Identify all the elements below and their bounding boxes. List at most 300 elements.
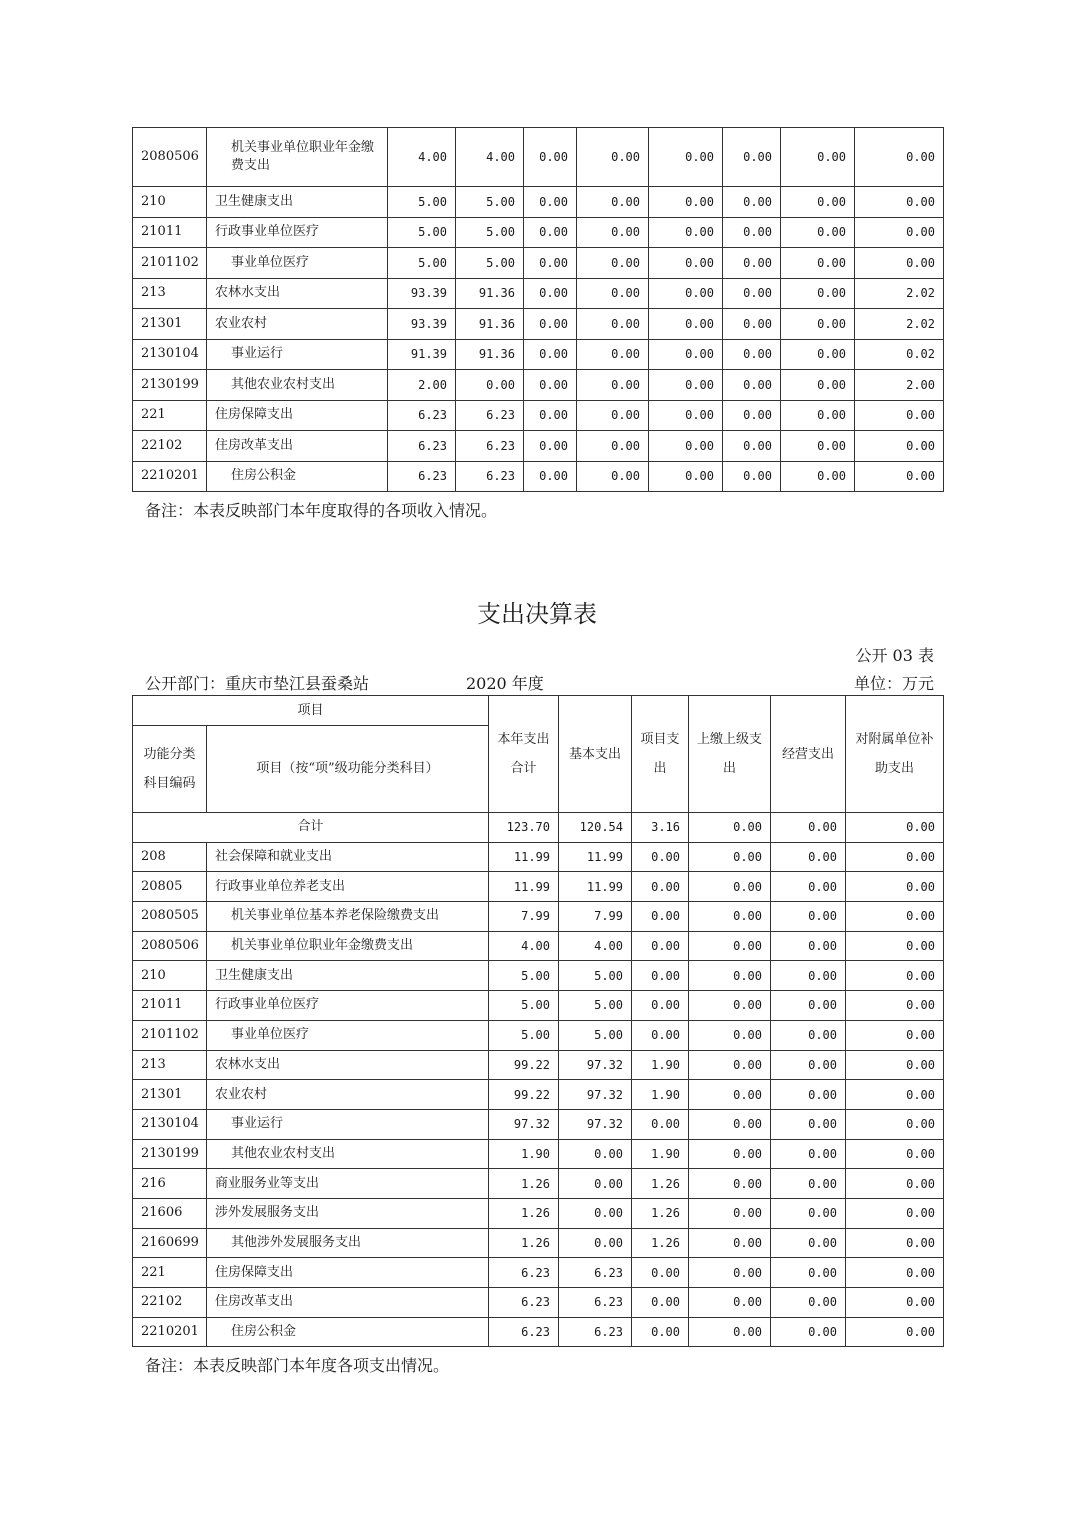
row-value: 93.39 [388, 278, 456, 309]
row-code: 221 [133, 1258, 207, 1288]
row-value: 1.90 [632, 1050, 689, 1080]
row-name: 住房保障支出 [207, 1258, 489, 1288]
income-table-continued [132, 127, 944, 492]
row-value: 0.00 [846, 1109, 944, 1139]
row-value: 0.00 [723, 278, 781, 309]
row-value: 0.00 [632, 902, 689, 932]
row-value: 0.00 [723, 431, 781, 462]
row-name: 住房保障支出 [207, 400, 388, 431]
total-value: 3.16 [632, 813, 689, 843]
row-value: 0.00 [524, 431, 577, 462]
row-value: 0.00 [771, 1050, 846, 1080]
table-row [133, 309, 944, 340]
row-value: 0.00 [577, 128, 649, 187]
row-value: 0.00 [577, 431, 649, 462]
row-value: 0.00 [524, 278, 577, 309]
row-code: 22102 [133, 1288, 207, 1318]
row-value: 0.00 [577, 461, 649, 492]
table-row [133, 248, 944, 279]
row-value: 0.00 [689, 1139, 771, 1169]
row-value: 0.00 [781, 128, 855, 187]
row-value: 1.26 [632, 1228, 689, 1258]
table-row [133, 1020, 944, 1050]
row-value: 0.00 [689, 991, 771, 1021]
row-value: 2.02 [855, 278, 944, 309]
row-value: 0.00 [855, 248, 944, 279]
row-value: 0.00 [689, 1109, 771, 1139]
row-value: 0.00 [846, 1050, 944, 1080]
row-value: 0.00 [524, 217, 577, 248]
table-row [133, 400, 944, 431]
row-code: 2101102 [133, 248, 207, 279]
row-value: 0.00 [632, 842, 689, 872]
row-value: 0.00 [846, 1198, 944, 1228]
row-name: 机关事业单位职业年金缴费支出 [207, 128, 388, 187]
table-row [133, 961, 944, 991]
row-value: 0.00 [649, 217, 723, 248]
row-value: 1.26 [632, 1169, 689, 1199]
row-value: 0.00 [771, 1139, 846, 1169]
row-name: 卫生健康支出 [207, 187, 388, 218]
row-code: 21011 [133, 217, 207, 248]
row-value: 4.00 [559, 931, 632, 961]
row-value: 0.00 [846, 961, 944, 991]
row-code: 2210201 [133, 1317, 207, 1347]
row-value: 0.00 [846, 1020, 944, 1050]
row-value: 0.00 [524, 128, 577, 187]
row-value: 0.02 [855, 339, 944, 370]
table-row [133, 217, 944, 248]
row-value: 0.00 [577, 278, 649, 309]
row-code: 2210201 [133, 461, 207, 492]
row-value: 1.26 [489, 1198, 559, 1228]
row-value: 7.99 [559, 902, 632, 932]
row-value: 0.00 [649, 339, 723, 370]
row-value: 0.00 [846, 1169, 944, 1199]
table-row [133, 278, 944, 309]
row-value: 5.00 [456, 248, 524, 279]
row-code: 2080506 [133, 128, 207, 187]
row-value: 0.00 [689, 1198, 771, 1228]
row-value: 6.23 [456, 461, 524, 492]
row-name: 机关事业单位职业年金缴费支出 [207, 931, 489, 961]
row-value: 0.00 [723, 309, 781, 340]
row-code: 2130104 [133, 339, 207, 370]
row-value: 6.23 [456, 400, 524, 431]
row-value: 0.00 [689, 1258, 771, 1288]
row-value: 0.00 [577, 248, 649, 279]
row-value: 6.23 [489, 1258, 559, 1288]
row-value: 0.00 [577, 187, 649, 218]
row-value: 0.00 [846, 1258, 944, 1288]
row-value: 0.00 [846, 1317, 944, 1347]
total-value: 123.70 [489, 813, 559, 843]
row-value: 6.23 [559, 1288, 632, 1318]
row-value: 6.23 [559, 1258, 632, 1288]
row-value: 0.00 [855, 187, 944, 218]
row-value: 0.00 [632, 1020, 689, 1050]
row-code: 2130199 [133, 370, 207, 401]
row-name: 其他农业农村支出 [207, 370, 388, 401]
row-code: 21301 [133, 1080, 207, 1110]
header-operating-expense: 经营支出 [771, 696, 846, 813]
row-value: 0.00 [524, 461, 577, 492]
row-value: 93.39 [388, 309, 456, 340]
row-value: 6.23 [388, 431, 456, 462]
row-value: 5.00 [388, 217, 456, 248]
total-label: 合计 [133, 813, 489, 843]
row-value: 0.00 [649, 370, 723, 401]
row-value: 5.00 [489, 1020, 559, 1050]
row-value: 0.00 [771, 931, 846, 961]
row-value: 5.00 [559, 991, 632, 1021]
row-code: 210 [133, 187, 207, 218]
unit-label: 单位：万元 [853, 674, 934, 693]
table-row [133, 1109, 944, 1139]
table-row [133, 931, 944, 961]
row-value: 0.00 [781, 461, 855, 492]
expense-table-note: 备注：本表反映部门本年度各项支出情况。 [145, 1356, 450, 1375]
row-value: 0.00 [723, 400, 781, 431]
department-label: 公开部门：重庆市垫江县蚕桑站 [145, 674, 370, 693]
row-value: 0.00 [723, 461, 781, 492]
row-value: 0.00 [649, 461, 723, 492]
row-value: 0.00 [524, 400, 577, 431]
table-row [133, 842, 944, 872]
row-value: 0.00 [649, 400, 723, 431]
row-value: 0.00 [846, 1080, 944, 1110]
row-value: 0.00 [781, 431, 855, 462]
row-value: 0.00 [781, 187, 855, 218]
row-value: 0.00 [689, 1288, 771, 1318]
row-value: 0.00 [846, 872, 944, 902]
table-row [133, 1258, 944, 1288]
row-name: 农业农村 [207, 1080, 489, 1110]
row-value: 0.00 [632, 931, 689, 961]
row-name: 住房改革支出 [207, 431, 388, 462]
table-row [133, 1080, 944, 1110]
row-value: 0.00 [689, 902, 771, 932]
row-value: 0.00 [524, 248, 577, 279]
row-value: 0.00 [781, 400, 855, 431]
row-value: 0.00 [771, 902, 846, 932]
row-name: 机关事业单位基本养老保险缴费支出 [207, 902, 489, 932]
table-row [133, 431, 944, 462]
table-row [133, 872, 944, 902]
table-row [133, 991, 944, 1021]
row-value: 0.00 [771, 1109, 846, 1139]
row-value: 97.32 [559, 1109, 632, 1139]
row-value: 6.23 [489, 1317, 559, 1347]
table-row [133, 1198, 944, 1228]
row-value: 0.00 [649, 431, 723, 462]
page-title: 支出决算表 [477, 600, 597, 628]
row-value: 0.00 [723, 370, 781, 401]
row-value: 0.00 [781, 248, 855, 279]
row-value: 0.00 [855, 217, 944, 248]
table-row [133, 339, 944, 370]
row-value: 0.00 [649, 278, 723, 309]
row-value: 91.36 [456, 309, 524, 340]
table-code: 公开 03 表 [855, 646, 934, 665]
row-value: 0.00 [771, 1080, 846, 1110]
total-value: 120.54 [559, 813, 632, 843]
row-code: 22102 [133, 431, 207, 462]
table-row [133, 1169, 944, 1199]
row-value: 5.00 [456, 187, 524, 218]
row-value: 4.00 [388, 128, 456, 187]
total-value: 0.00 [846, 813, 944, 843]
row-name: 行政事业单位医疗 [207, 217, 388, 248]
row-value: 0.00 [855, 431, 944, 462]
row-value: 91.36 [456, 339, 524, 370]
row-value: 0.00 [559, 1198, 632, 1228]
row-value: 2.00 [855, 370, 944, 401]
row-value: 0.00 [632, 872, 689, 902]
row-value: 0.00 [524, 339, 577, 370]
row-name: 事业单位医疗 [207, 248, 388, 279]
row-value: 6.23 [559, 1317, 632, 1347]
row-code: 2130199 [133, 1139, 207, 1169]
row-value: 0.00 [689, 931, 771, 961]
expense-table [132, 695, 944, 1347]
row-value: 0.00 [524, 187, 577, 218]
row-value: 0.00 [577, 400, 649, 431]
row-value: 1.90 [632, 1139, 689, 1169]
table-row [133, 1050, 944, 1080]
row-value: 0.00 [649, 128, 723, 187]
row-value: 0.00 [632, 961, 689, 991]
row-value: 2.02 [855, 309, 944, 340]
row-value: 0.00 [723, 187, 781, 218]
row-value: 0.00 [689, 842, 771, 872]
row-value: 0.00 [689, 872, 771, 902]
row-value: 0.00 [846, 991, 944, 1021]
row-value: 0.00 [524, 309, 577, 340]
row-value: 0.00 [771, 1317, 846, 1347]
row-value: 0.00 [855, 400, 944, 431]
table-row [133, 1288, 944, 1318]
row-value: 0.00 [689, 1020, 771, 1050]
row-value: 0.00 [771, 1288, 846, 1318]
row-value: 99.22 [489, 1050, 559, 1080]
header-basic-expense: 基本支出 [559, 696, 632, 813]
row-code: 21606 [133, 1198, 207, 1228]
row-value: 5.00 [559, 1020, 632, 1050]
row-value: 0.00 [781, 217, 855, 248]
row-value: 6.23 [388, 461, 456, 492]
row-value: 0.00 [723, 217, 781, 248]
row-code: 213 [133, 278, 207, 309]
row-value: 1.26 [489, 1169, 559, 1199]
header-project-expense: 项目支出 [632, 696, 689, 813]
row-value: 0.00 [723, 128, 781, 187]
row-value: 0.00 [577, 217, 649, 248]
row-value: 0.00 [689, 1169, 771, 1199]
row-name: 事业运行 [207, 1109, 489, 1139]
row-name: 农林水支出 [207, 278, 388, 309]
row-name: 其他农业农村支出 [207, 1139, 489, 1169]
row-code: 21301 [133, 309, 207, 340]
row-value: 0.00 [855, 128, 944, 187]
row-value: 1.90 [489, 1139, 559, 1169]
row-code: 216 [133, 1169, 207, 1199]
row-name: 农林水支出 [207, 1050, 489, 1080]
row-value: 97.32 [559, 1080, 632, 1110]
row-value: 5.00 [559, 961, 632, 991]
table-row [133, 902, 944, 932]
row-value: 0.00 [771, 1020, 846, 1050]
row-value: 0.00 [649, 309, 723, 340]
row-code: 213 [133, 1050, 207, 1080]
row-value: 4.00 [489, 931, 559, 961]
row-value: 5.00 [388, 248, 456, 279]
table-row [133, 187, 944, 218]
row-value: 11.99 [559, 872, 632, 902]
table-row [133, 370, 944, 401]
header-name-col: 项目（按“项”级功能分类科目） [207, 726, 489, 813]
row-value: 0.00 [771, 1258, 846, 1288]
row-value: 0.00 [723, 248, 781, 279]
row-code: 2080505 [133, 902, 207, 932]
row-value: 6.23 [388, 400, 456, 431]
row-value: 0.00 [577, 370, 649, 401]
row-value: 0.00 [632, 1317, 689, 1347]
row-value: 5.00 [388, 187, 456, 218]
row-value: 0.00 [632, 1109, 689, 1139]
header-remit-superior: 上缴上级支出 [689, 696, 771, 813]
row-value: 0.00 [689, 961, 771, 991]
row-value: 11.99 [559, 842, 632, 872]
row-value: 91.36 [456, 278, 524, 309]
row-value: 0.00 [781, 309, 855, 340]
row-value: 0.00 [524, 370, 577, 401]
header-code-col: 功能分类科目编码 [133, 726, 207, 813]
row-value: 1.90 [632, 1080, 689, 1110]
row-value: 0.00 [781, 370, 855, 401]
row-value: 5.00 [489, 961, 559, 991]
row-code: 2101102 [133, 1020, 207, 1050]
row-name: 社会保障和就业支出 [207, 842, 489, 872]
row-value: 0.00 [846, 902, 944, 932]
row-value: 0.00 [689, 1317, 771, 1347]
table-row [133, 1228, 944, 1258]
row-code: 208 [133, 842, 207, 872]
row-code: 2130104 [133, 1109, 207, 1139]
row-name: 涉外发展服务支出 [207, 1198, 489, 1228]
row-value: 6.23 [456, 431, 524, 462]
row-value: 6.23 [489, 1288, 559, 1318]
row-value: 5.00 [489, 991, 559, 1021]
header-subsidy-affiliated: 对附属单位补助支出 [846, 696, 944, 813]
row-name: 事业运行 [207, 339, 388, 370]
row-value: 0.00 [846, 1139, 944, 1169]
row-value: 0.00 [456, 370, 524, 401]
row-value: 0.00 [577, 339, 649, 370]
row-value: 0.00 [689, 1050, 771, 1080]
row-value: 91.39 [388, 339, 456, 370]
table-row [133, 1139, 944, 1169]
header-group-project: 项目 [133, 696, 489, 726]
row-name: 农业农村 [207, 309, 388, 340]
row-value: 0.00 [649, 187, 723, 218]
row-name: 其他涉外发展服务支出 [207, 1228, 489, 1258]
row-value: 0.00 [723, 339, 781, 370]
row-value: 11.99 [489, 842, 559, 872]
row-value: 0.00 [689, 1228, 771, 1258]
row-name: 住房改革支出 [207, 1288, 489, 1318]
row-value: 0.00 [846, 1228, 944, 1258]
row-value: 97.32 [559, 1050, 632, 1080]
income-table-note: 备注：本表反映部门本年度取得的各项收入情况。 [145, 501, 498, 520]
row-value: 7.99 [489, 902, 559, 932]
row-value: 0.00 [771, 872, 846, 902]
row-value: 97.32 [489, 1109, 559, 1139]
row-value: 0.00 [771, 1198, 846, 1228]
row-name: 卫生健康支出 [207, 961, 489, 991]
year-label: 2020 年度 [466, 674, 544, 693]
table-row [133, 1317, 944, 1347]
row-value: 1.26 [489, 1228, 559, 1258]
table-row [133, 461, 944, 492]
row-value: 0.00 [632, 1258, 689, 1288]
row-code: 221 [133, 400, 207, 431]
total-value: 0.00 [689, 813, 771, 843]
row-value: 2.00 [388, 370, 456, 401]
row-value: 0.00 [846, 1288, 944, 1318]
row-value: 5.00 [456, 217, 524, 248]
row-value: 0.00 [559, 1169, 632, 1199]
row-value: 4.00 [456, 128, 524, 187]
row-value: 0.00 [846, 931, 944, 961]
row-code: 2160699 [133, 1228, 207, 1258]
row-value: 0.00 [649, 248, 723, 279]
row-name: 商业服务业等支出 [207, 1169, 489, 1199]
row-value: 0.00 [771, 1228, 846, 1258]
row-value: 0.00 [855, 461, 944, 492]
row-value: 99.22 [489, 1080, 559, 1110]
row-value: 0.00 [771, 961, 846, 991]
row-value: 0.00 [559, 1139, 632, 1169]
row-value: 0.00 [771, 842, 846, 872]
row-value: 0.00 [632, 1288, 689, 1318]
table-row [133, 128, 944, 187]
row-value: 11.99 [489, 872, 559, 902]
row-value: 1.26 [632, 1198, 689, 1228]
row-value: 0.00 [781, 278, 855, 309]
row-value: 0.00 [577, 309, 649, 340]
row-code: 20805 [133, 872, 207, 902]
row-name: 行政事业单位医疗 [207, 991, 489, 1021]
row-code: 21011 [133, 991, 207, 1021]
row-value: 0.00 [559, 1228, 632, 1258]
row-value: 0.00 [771, 991, 846, 1021]
row-code: 2080506 [133, 931, 207, 961]
total-value: 0.00 [771, 813, 846, 843]
row-value: 0.00 [632, 991, 689, 1021]
row-value: 0.00 [771, 1169, 846, 1199]
row-value: 0.00 [689, 1080, 771, 1110]
row-name: 事业单位医疗 [207, 1020, 489, 1050]
row-value: 0.00 [846, 842, 944, 872]
header-total-expense: 本年支出合计 [489, 696, 559, 813]
row-name: 住房公积金 [207, 1317, 489, 1347]
row-name: 住房公积金 [207, 461, 388, 492]
row-name: 行政事业单位养老支出 [207, 872, 489, 902]
row-code: 210 [133, 961, 207, 991]
total-row [133, 813, 944, 843]
row-value: 0.00 [781, 339, 855, 370]
